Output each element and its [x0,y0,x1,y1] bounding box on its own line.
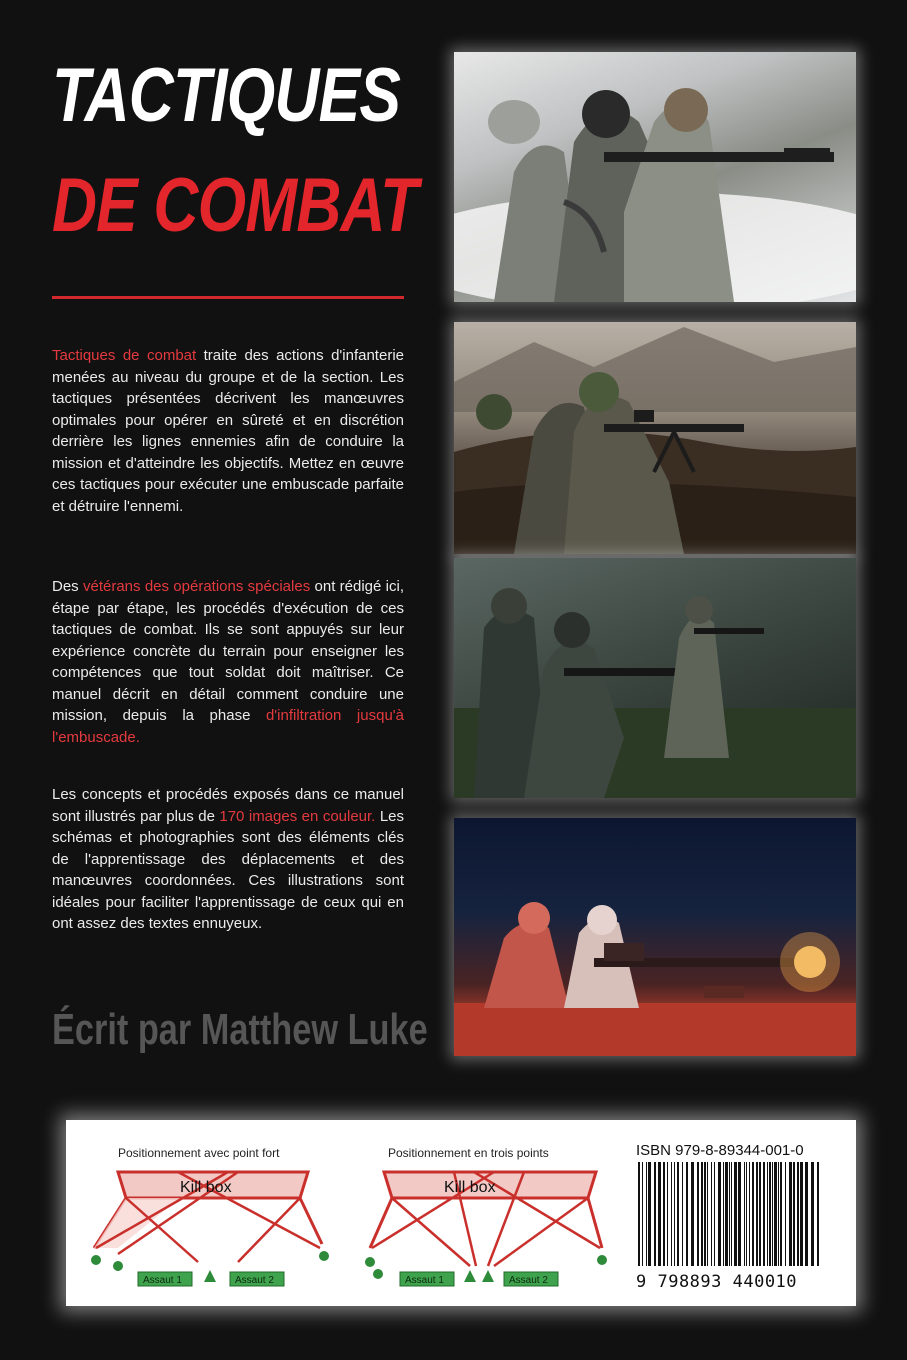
barcode-number: 9 798893 440010 [636,1272,798,1292]
paragraph-2-mid: ont rédigé ici, étape par étape, les procédés d'exécution de ces tactiques de combat. Ils se sont appuyés sur leur expérience concrète du terrain pour enseigner les compétences que tout soldat doit maîtriser. Ce manuel décrit en détail comment conduire une mission, depuis la phase [52,578,404,724]
diagram-2-title: Positionnement en trois points [388,1146,549,1160]
barcode [636,1162,824,1270]
paragraph-2-pre: Des [52,578,83,595]
description-paragraph-1 [52,345,404,517]
author-credit: Écrit par Matthew Luke [52,1005,428,1054]
photo-night-firing [454,818,856,1056]
title-line-1: TACTIQUES [52,53,401,138]
back-cover-panel [66,1120,856,1306]
title-line-2: DE COMBAT [52,163,418,248]
paragraph-3-pre: Les concepts et procédés exposés dans ce manuel sont illustrés par plus de [52,786,404,825]
diagram-1-title: Positionnement avec point fort [118,1146,280,1160]
diagram-1-kill-box: Kill box [180,1179,232,1196]
photo-soldiers-field [454,558,856,798]
isbn-text: ISBN 979-8-89344-001-0 [636,1142,804,1159]
paragraph-1-text: traite des actions d'infanterie menées au niveau du groupe et de la section. Les tactiques présentées décrivent les manœuvres optimales pour opérer en sûreté et en discrétion derrière les lignes ennemies afin de conduire la mission et d'atteindre les objectifs. Mettez en œuvre ces tactiques pour exécuter une embuscade parfaite et détruire l'ennemi. [52,347,404,515]
highlight-book-title: Tactiques de combat [52,347,197,364]
photo-machine-gun-berm [454,322,856,554]
diagram-2-assault-left: Assaut 1 [405,1275,444,1286]
diagram-strongpoint [88,1162,338,1294]
highlight-infiltration: d'infiltration jusqu'à l'embuscade. [52,707,404,746]
diagram-2-assault-right: Assaut 2 [509,1275,548,1286]
photo-snow-soldiers [454,52,856,302]
description-paragraph-2 [52,576,404,748]
description-paragraph-3 [52,784,404,935]
diagram-three-point [364,1162,614,1294]
title-divider [52,296,404,299]
diagram-2-kill-box: Kill box [444,1179,496,1196]
highlight-images: 170 images en couleur. [219,807,376,825]
diagram-1-assault-right: Assaut 2 [235,1275,274,1286]
diagram-1-assault-left: Assaut 1 [143,1275,182,1286]
highlight-veterans: vétérans des opérations spéciales [82,578,311,595]
paragraph-3-post: Les schémas et photographies sont des éléments clés de l'apprentissage des déplacements et des manœuvres coordonnées. Ces illustrations sont idéales pour faciliter l'apprentissage de ceux qui en ont assez des textes ennuyeux. [52,807,405,932]
